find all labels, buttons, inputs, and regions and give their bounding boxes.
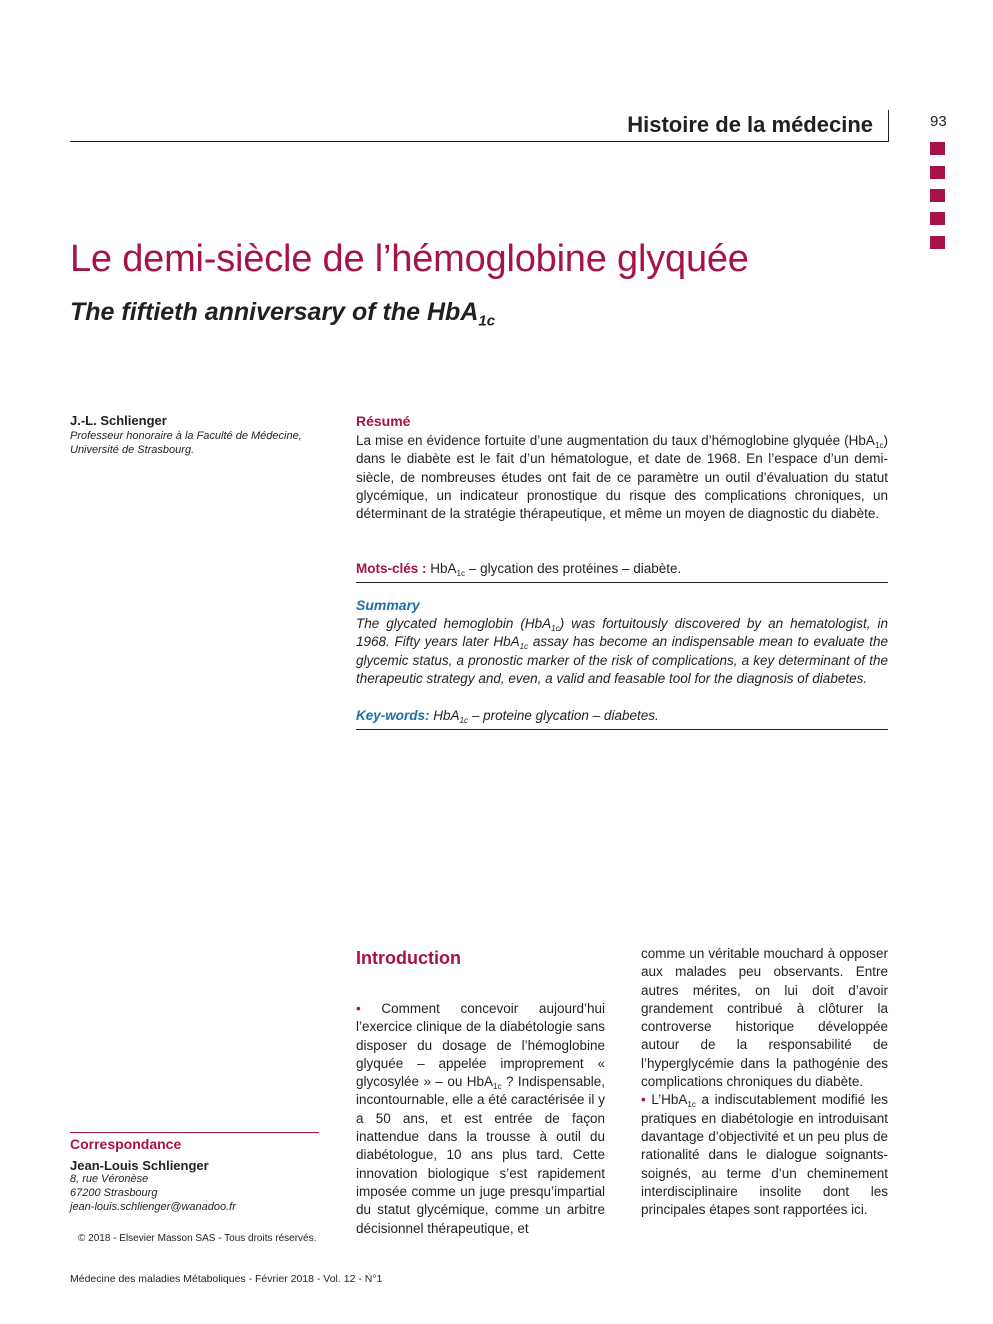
correspondence-email[interactable]: jean-louis.schlienger@wanadoo.fr	[70, 1201, 236, 1213]
mots-cles-text: HbA	[426, 561, 457, 576]
key-words-text: – proteine glycation – diabetes.	[468, 708, 659, 723]
mots-cles-label: Mots-clés :	[356, 561, 427, 576]
intro-paragraph-1	[356, 1000, 605, 1238]
resume-subscript: 1c	[874, 440, 884, 450]
affiliation-line: Professeur honoraire à la Faculté de Médecine,	[70, 430, 302, 442]
summary-text	[356, 615, 888, 688]
resume-heading: Résumé	[356, 413, 411, 429]
intro-text: comme un véritable mouchard à opposer aux malades peu observants. Entre autres mérites, on lui doit d’avoir grandement contribué à clôturer la controverse historique développée autour de la responsabilité de l’hyperglycémie dans la pathogénie des complications chroniques du diabète.	[641, 946, 888, 1090]
summary-text-part: assay has become an indispensable mean to evaluate the glycemic status, a pronostic marker of the risk of complications, a key determinant of the therapeutic strategy and, even, a valid and feasable tool for the diagnosis of diabetes.	[356, 634, 889, 686]
mots-cles-line	[356, 560, 888, 578]
intro-subscript: 1c	[493, 1082, 502, 1092]
bullet-icon: •	[356, 1001, 361, 1016]
bullet-icon: •	[641, 1092, 646, 1108]
resume-text	[356, 432, 888, 523]
summary-heading: Summary	[356, 597, 420, 613]
copyright-notice: © 2018 - Elsevier Masson SAS - Tous droits réservés.	[78, 1233, 317, 1244]
section-marker-square	[930, 236, 945, 249]
mots-cles-text: – glycation des protéines – diabète.	[465, 561, 682, 576]
correspondence-name: Jean-Louis Schlienger	[70, 1158, 209, 1173]
subtitle-text: The fiftieth anniversary of the HbA	[70, 298, 479, 326]
author-name: J.-L. Schlienger	[70, 413, 167, 428]
summary-subscript: 1c	[551, 623, 560, 633]
journal-footer: Médecine des maladies Métaboliques - Février 2018 - Vol. 12 - N°1	[70, 1273, 383, 1285]
abstract-rule	[356, 729, 888, 730]
resume-text-part: La mise en évidence fortuite d’une augmentation du taux d’hémoglobine glyquée (HbA	[356, 433, 875, 448]
intro-paragraph-2	[641, 1091, 888, 1219]
header-rule	[70, 141, 888, 142]
page-number: 93	[930, 113, 947, 130]
header-vertical-rule	[888, 110, 889, 142]
affiliation-line: Université de Strasbourg.	[70, 444, 195, 456]
article-subtitle	[70, 298, 496, 330]
key-words-label: Key-words:	[356, 708, 430, 723]
correspondence-rule	[70, 1132, 319, 1133]
introduction-heading: Introduction	[356, 948, 461, 968]
abstract-rule	[356, 582, 888, 583]
section-marker-square	[930, 166, 945, 179]
subtitle-subscript: 1c	[478, 312, 496, 330]
section-marker-square	[930, 189, 945, 202]
section-marker-square	[930, 142, 945, 155]
key-words-line	[356, 707, 888, 725]
mots-cles-subscript: 1c	[456, 568, 466, 578]
correspondence-heading: Correspondance	[70, 1136, 182, 1152]
article-title: Le demi-siècle de l’hémoglobine glyquée	[70, 238, 749, 280]
summary-text-part: ) was fortuitously discovered by an hematologist, in 1968. Fifty years later HbA	[356, 616, 889, 650]
intro-column-2	[641, 945, 888, 1219]
key-words-subscript: 1c	[459, 715, 469, 725]
intro-text: L’HbA	[645, 1092, 688, 1108]
intro-text: ? Indispensable, incontournable, elle a été caractérisée il y a 50 ans, et est entrée de façon inattendue dans la trousse à outil du diabétologue, 10 ans plus tard. Cette innovation biologique s’est rapidement imposée comme un juge presqu’impartial du statut glycémique, comme un arbitre décisionnel thérapeutique, et	[356, 1074, 605, 1236]
author-affiliation	[70, 429, 340, 457]
resume-text-part: ) dans le diabète est le fait d’un hématologue, et date de 1968. En l’espace d’un demi-siècle, de nombreuses études ont fait de ce paramètre un outil d’évaluation du statut glycémique, un indicateur pronostique du risque des complications chroniques, un déterminant de la stratégie thérapeutique, et même un moyen de diagnostic du diabète.	[356, 433, 888, 522]
summary-subscript: 1c	[519, 642, 529, 652]
intro-text: a indiscutablement modifié les pratiques en diabétologie en introduisant davantage d’objectivité et un peu plus de rationalité dans le dialogue soignants-soignés, au terme d’un cheminement interdisciplinaire insolite dont les principales étapes sont rapportées ici.	[641, 1092, 888, 1218]
section-title: Histoire de la médecine	[627, 112, 873, 137]
key-words-text: HbA	[429, 708, 460, 723]
correspondence-address-line: 8, rue Véronèse	[70, 1173, 149, 1185]
section-marker-square	[930, 212, 945, 225]
summary-text-part: The glycated hemoglobin (HbA	[356, 616, 552, 631]
correspondence-address-line: 67200 Strasbourg	[70, 1187, 158, 1199]
intro-text: Comment concevoir aujourd’hui l’exercice clinique de la diabétologie sans disposer du dosage de l’hémoglobine glyquée – appelée improprement « glycosylée » – ou HbA	[356, 1001, 605, 1090]
intro-subscript: 1c	[687, 1100, 696, 1110]
